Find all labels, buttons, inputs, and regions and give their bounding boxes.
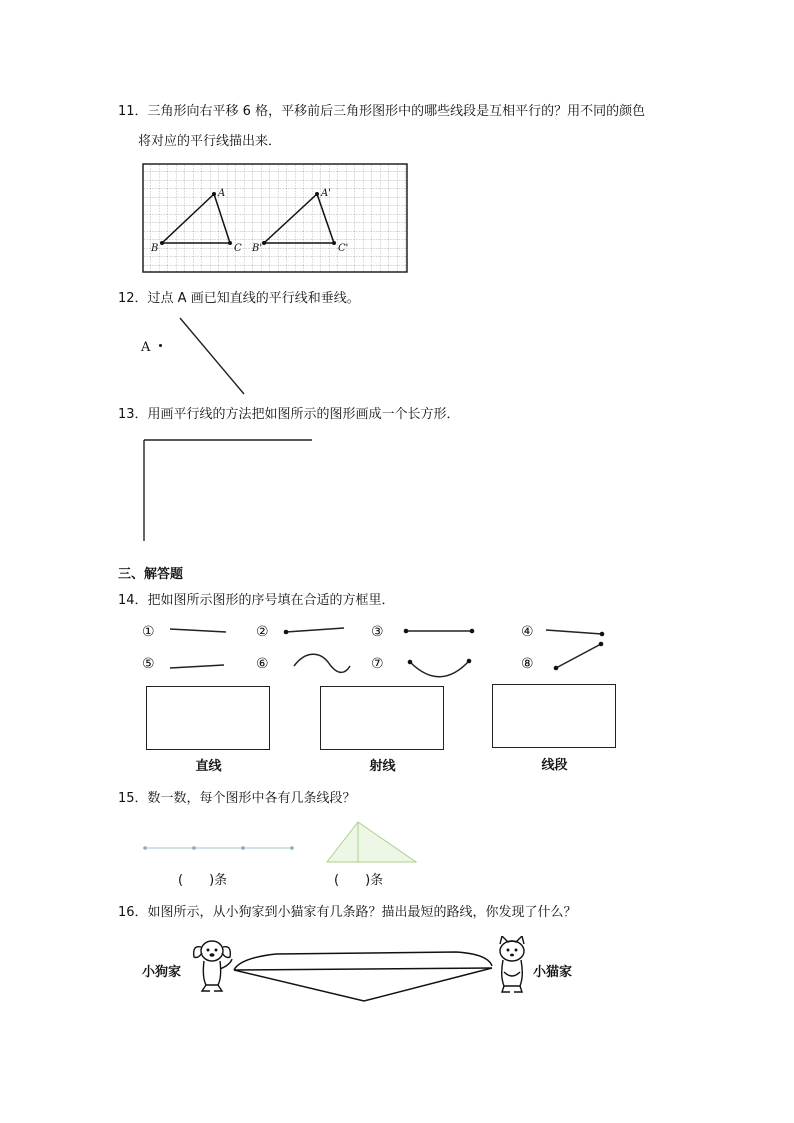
q14-num-3: ③ [371,624,384,640]
q11-line1: 11．三角形向右平移 6 格，平移前后三角形图形中的哪些线段是互相平行的？用不同的颜色 [118,104,646,119]
label-c-prime: C' [338,243,349,254]
q15-dotted-segment [140,828,300,858]
figure-4 [546,630,602,634]
figure-5 [170,665,224,668]
q15-answer-1[interactable]: ( )条 [178,873,228,888]
point-c [228,241,232,245]
path-straight[interactable] [234,968,492,970]
figure-8 [556,644,601,668]
q13-text: 13．用画平行线的方法把如图所示的图形画成一个长方形． [118,407,460,422]
label-a-prime: A' [321,188,331,199]
answer-box-line[interactable] [146,686,270,750]
label-b-prime: B' [252,243,263,254]
q11-grid-figure [142,163,408,273]
point-c-prime [332,241,336,245]
figure-6 [294,654,350,672]
q14-num-8: ⑧ [521,656,534,672]
point-a-prime [315,192,319,196]
path-top[interactable] [234,952,492,970]
q14-line-figures [160,620,620,680]
q14-num-6: ⑥ [256,656,269,672]
point-b-prime [262,241,266,245]
q11-line2: 将对应的平行线描出来． [138,134,282,149]
cat-home-label: 小猫家 [533,965,573,980]
section-title: 三、解答题 [118,567,184,582]
label-a: A [218,188,226,199]
point-b [160,241,164,245]
q14-num-7: ⑦ [371,656,384,672]
q12-point-a [159,344,162,347]
q15-answer-2[interactable]: ( )条 [334,873,384,888]
q15-text: 15．数一数，每个图形中各有几条线段？ [118,791,356,806]
box-label-ray: 射线 [369,759,396,774]
q12-text: 12．过点 A 画已知直线的平行线和垂线。 [118,291,360,306]
box-label-line: 直线 [195,759,222,774]
label-b: B [151,243,159,254]
cat-icon [492,936,532,996]
box-label-segment: 线段 [541,758,568,773]
label-c: C [234,243,242,254]
dog-home-label: 小狗家 [142,965,182,980]
figure-1 [170,629,226,632]
q15-triangle [322,818,422,866]
q12-given-line [175,314,250,399]
q14-text: 14．把如图所示图形的序号填在合适的方框里． [118,593,395,608]
q14-num-5: ⑤ [142,656,155,672]
q16-paths [226,940,496,1006]
point-a [212,192,216,196]
q12-point-label: A [141,340,151,355]
answer-box-segment[interactable] [492,684,616,748]
q13-corner-figure [140,435,320,545]
grid-background [143,164,407,272]
q14-num-2: ② [256,624,269,640]
figure-7 [410,661,469,677]
q14-num-1: ① [142,624,155,640]
q14-num-4: ④ [521,624,534,640]
q16-text: 16．如图所示，从小狗家到小猫家有几条路？描出最短的路线，你发现了什么？ [118,905,577,920]
path-bottom[interactable] [234,968,492,1001]
figure-2 [286,628,344,632]
answer-box-ray[interactable] [320,686,444,750]
